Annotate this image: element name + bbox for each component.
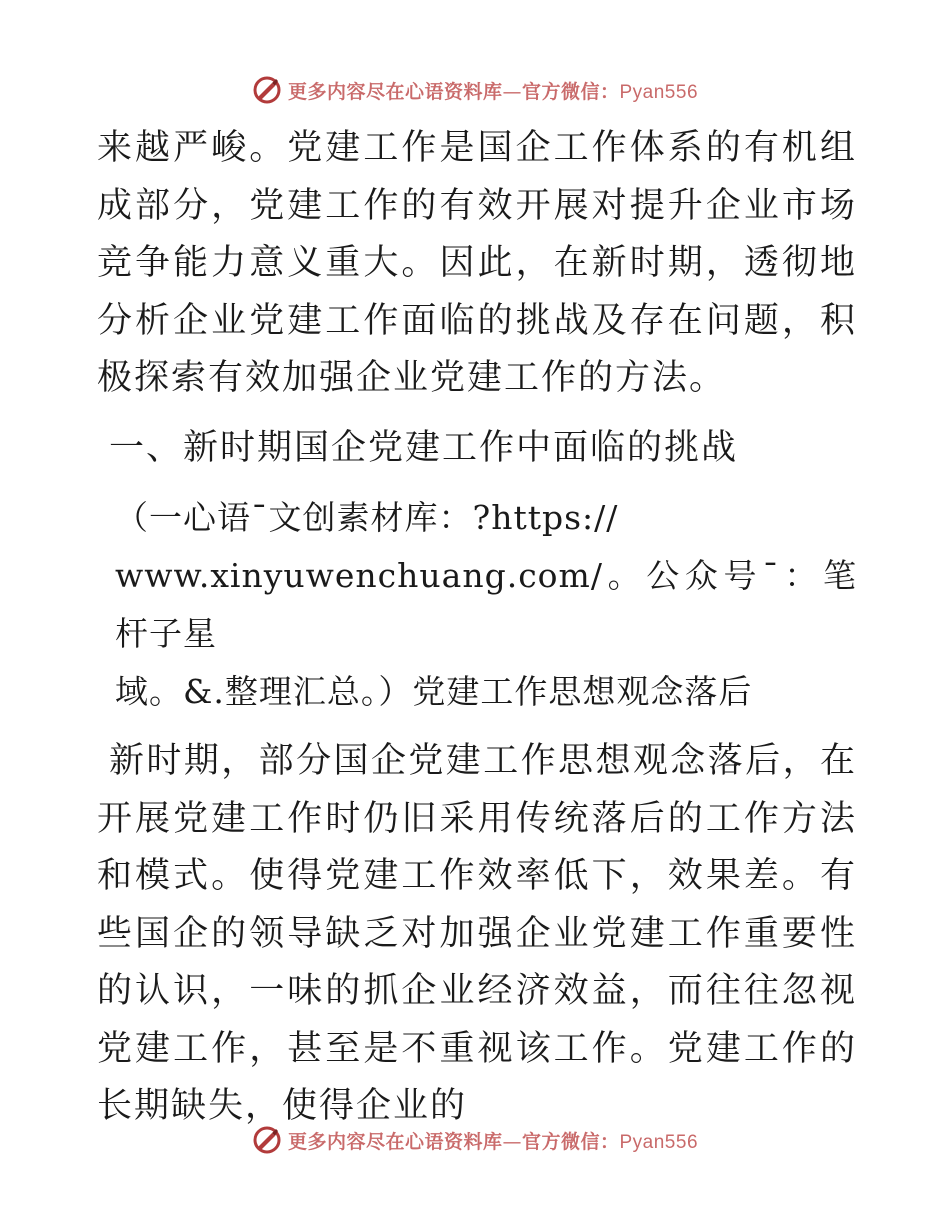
banner-label: 官方微信：: [521, 80, 620, 103]
footer-account-id: Pyan556: [619, 1131, 699, 1153]
paragraph-body: 新时期，部分国企党建工作思想观念落后，在开展党建工作时仍旧采用传统落后的工作方法和模式。使得党建工作效率低下，效果差。有些国企的领导缺乏对加强企业党建工作重要性的认识，一味的抓企业经济效益，而往往忽视党建工作，甚至是不重视该工作。党建工作的长期缺失，使得企业的: [97, 741, 857, 1126]
footer-dash: —: [502, 1130, 522, 1153]
citation-line-2: www.xinyuwenchuang.com/。公众号¯：笔杆子星: [115, 556, 857, 653]
citation-line-1: （一心语¯文创素材库：?https://: [115, 498, 619, 537]
pen-seal-icon: [252, 75, 282, 105]
paragraph-intro: 来越严峻。党建工作是国企工作体系的有机组成部分，党建工作的有效开展对提升企业市场竞争能力意义重大。因此，在新时期，透彻地分析企业党建工作面临的挑战及存在问题，积极探索有效加强企业党建工作的方法。: [97, 128, 857, 398]
pen-seal-icon: [252, 1125, 282, 1155]
footer-label: 官方微信：: [521, 1130, 620, 1153]
footer-banner: [0, 1120, 950, 1160]
footer-main-text: 更多内容尽在心语资料库: [287, 1130, 503, 1153]
header-banner: [0, 70, 950, 110]
document-body: [97, 120, 857, 1136]
citation-block: [97, 489, 857, 721]
banner-dash: —: [502, 80, 522, 103]
banner-account-id: Pyan556: [619, 81, 699, 103]
section-heading: 一、新时期国企党建工作中面临的挑战: [109, 427, 739, 468]
citation-line-3: 域。&.整理汇总。）党建工作思想观念落后: [115, 672, 753, 711]
banner-main-text: 更多内容尽在心语资料库: [287, 80, 503, 103]
